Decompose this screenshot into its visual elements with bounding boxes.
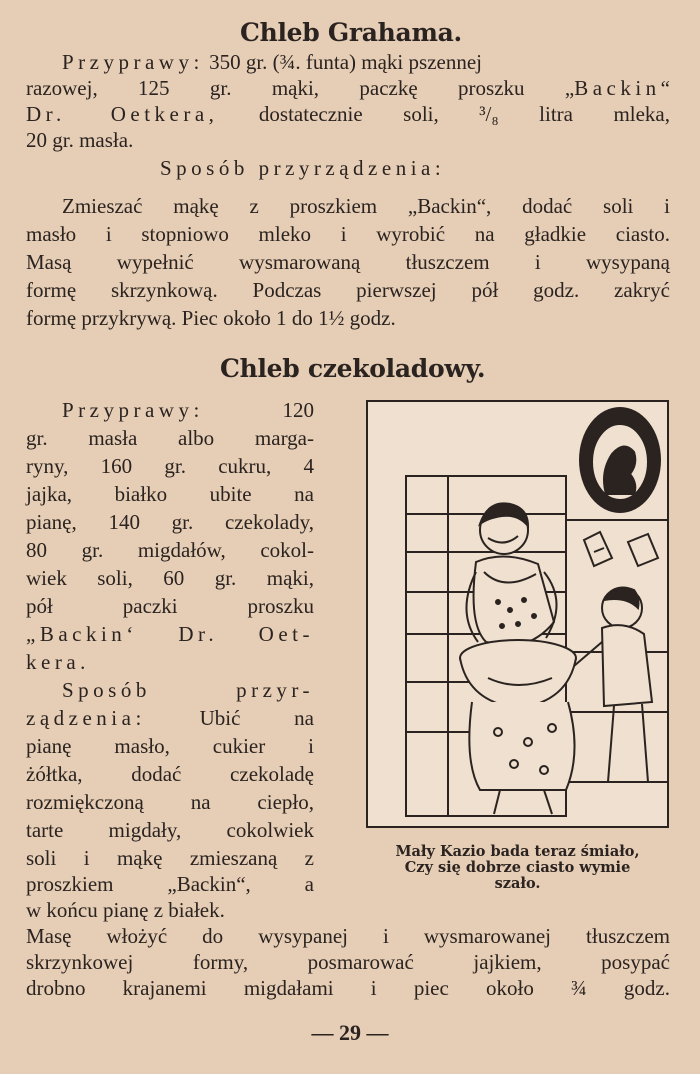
ingredients-line: 80 gr. migdałów, cokol- [26, 538, 314, 562]
method-line: formę przykrywą. Piec około 1 do 1½ godz. [26, 306, 396, 330]
method-line: Zmieszać mąkę z proszkiem „Backin“, dodać soli i [62, 194, 670, 218]
ingredients-line: wiek soli, 60 gr. mąki, [26, 566, 314, 590]
brand-name: Backin [574, 76, 661, 100]
method-line: skrzynkowej formy, posmarować jajkiem, posypać [26, 950, 670, 974]
illustration-frame [366, 400, 669, 828]
recipe-title-graham: Chleb Grahama. [240, 18, 462, 47]
ingredients-line: gr. masła albo marga- [26, 426, 314, 450]
ingredients-line: 20 gr. masła. [26, 128, 134, 152]
recipe-title-chocolate: Chleb czekoladowy. [220, 354, 486, 383]
ingredients-line: pół paczki proszku [26, 594, 314, 618]
boy-body [602, 625, 652, 706]
hanging-pot [628, 534, 658, 566]
method-line: rozmiękczoną na ciepło, [26, 790, 314, 814]
hanging-pot [584, 532, 612, 566]
ingredients-line: jajka, białko ubite na [26, 482, 314, 506]
ingredients-line: Przyprawy: 120 [62, 398, 314, 422]
page-number: — 29 — [311, 1020, 389, 1045]
method-line: ządzenia: Ubić na [26, 706, 314, 730]
kitchen-illustration [368, 402, 667, 826]
illustration-caption: Mały Kazio bada teraz śmiało, Czy się dobrze ciasto wymie szało. [395, 843, 640, 892]
brand-name: Dr. Oetkera, [26, 102, 219, 126]
method-line: drobno krajanemi migdałami i piec około ¾ godz. [26, 976, 670, 1000]
ingredients-text: 350 gr. (¾. funta) mąki pszennej [209, 50, 482, 74]
method-line: Masę włożyć do wysypanej i wysmarowanej tłuszczem [26, 924, 670, 948]
ingredients-label: Przyprawy: [62, 50, 204, 74]
method-line: soli i mąkę zmieszaną z [26, 846, 314, 870]
method-line: proszkiem „Backin“, a [26, 872, 314, 896]
brand-line: kera. [26, 650, 90, 674]
ingredients-line: pianę, 140 gr. czekolady, [26, 510, 314, 534]
method-line: pianę masło, cukier i [26, 734, 314, 758]
ingredients-line: Dr. Oetkera, dostatecznie soli, ³/₈ litra mleka, [26, 102, 671, 126]
method-label: Sposób przyrządzenia: [160, 156, 446, 180]
method-label: ządzenia: [26, 706, 146, 730]
method-line: żółtka, dodać czekoladę [26, 762, 314, 786]
ingredients-line: ryny, 160 gr. cukru, 4 [26, 454, 314, 478]
ingredients-label: Przyprawy: [62, 398, 204, 422]
method-line: masło i stopniowo mleko i wyrobić na gładkie ciasto. [26, 222, 670, 246]
method-line: tarte migdały, cokolwiek [26, 818, 314, 842]
method-line: Masą wypełnić wysmarowaną tłuszczem i wysypaną [26, 250, 670, 274]
ingredients-line: razowej, 125 gr. mąki, paczkę proszku „Backin“ [26, 76, 670, 100]
brand-line: „Backin‘ Dr. Oet- [26, 622, 314, 646]
method-label: Sposób przyr- [62, 678, 314, 702]
ingredients-line [62, 50, 670, 74]
woman-skirt [469, 702, 574, 790]
method-line: formę skrzynkową. Podczas pierwszej pół godz. zakryć [26, 278, 670, 302]
method-line: w końcu pianę z białek. [26, 898, 225, 922]
